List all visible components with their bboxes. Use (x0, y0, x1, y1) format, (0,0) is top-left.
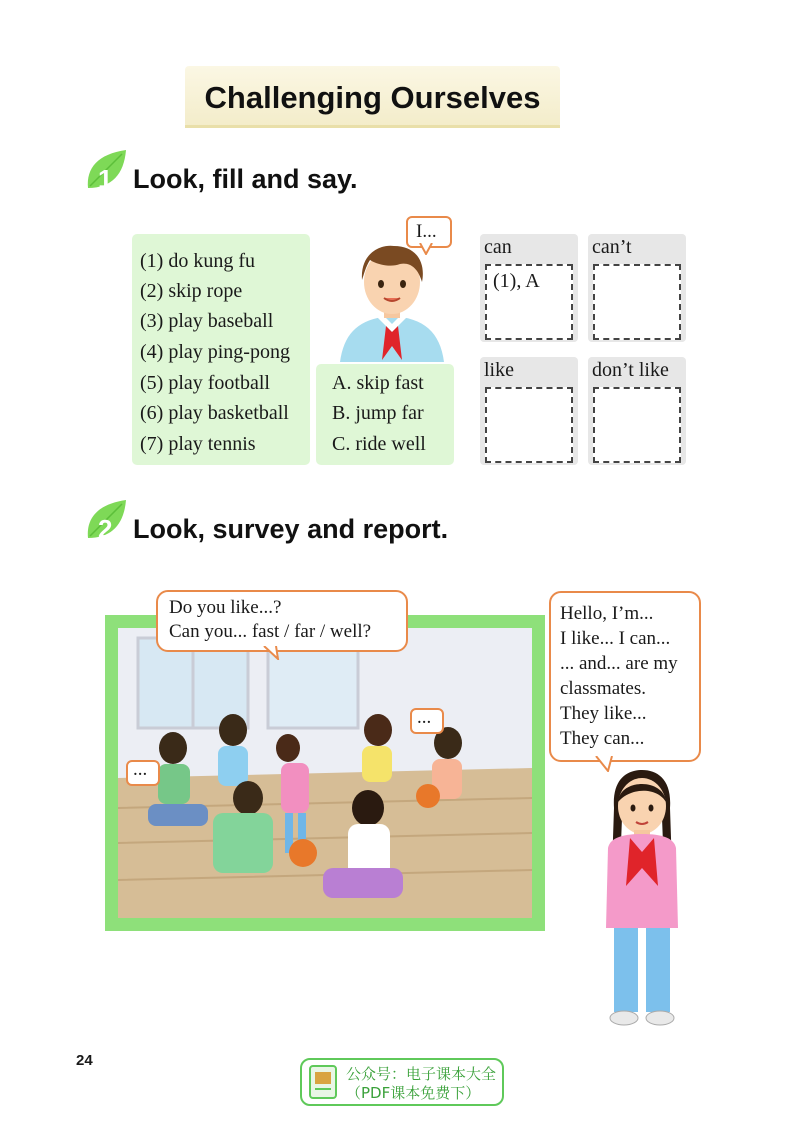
classroom-picture (118, 628, 532, 918)
activity-item: (6) play basketball (140, 402, 289, 424)
activity-item: (5) play football (140, 372, 270, 394)
section-2-number: 2 (98, 514, 113, 544)
small-bubble-right (410, 708, 444, 734)
can-box (480, 234, 578, 342)
section-1-heading: Look, fill and say. (133, 164, 358, 194)
like-box (480, 357, 578, 465)
footer-line-1: 公众号：电子课本大全 (346, 1065, 497, 1083)
report-line: I like... I can... (560, 628, 671, 649)
small-bubble-right-text: ... (417, 707, 432, 728)
activity-item: (7) play tennis (140, 433, 256, 455)
cant-label: can’t (592, 236, 632, 258)
like-label: like (484, 359, 514, 381)
report-line: They can... (560, 728, 645, 749)
activity-item: (1) do kung fu (140, 250, 255, 272)
boy-speech-text: I... (416, 221, 437, 242)
ability-item: C. ride well (332, 433, 426, 455)
section-2-heading: Look, survey and report. (133, 514, 449, 544)
page-number: 24 (76, 1052, 93, 1069)
activity-item: (2) skip rope (140, 280, 243, 302)
cant-answer-field[interactable] (593, 264, 681, 340)
bubble-tail-icon (262, 646, 284, 660)
report-line: They like... (560, 703, 647, 724)
report-bubble (549, 591, 701, 762)
can-answer-text: (1), A (493, 270, 540, 292)
can-label: can (484, 236, 512, 258)
small-bubble-left (126, 760, 160, 786)
girl-illustration (592, 768, 692, 1030)
question-bubble (156, 590, 408, 652)
bubble-tail-icon (418, 243, 434, 255)
dont-like-label: don’t like (592, 359, 669, 381)
report-line: classmates. (560, 678, 647, 699)
like-answer-field[interactable] (485, 387, 573, 463)
classroom-illustration (118, 628, 532, 918)
book-icon (308, 1064, 338, 1100)
activity-item: (3) play baseball (140, 310, 274, 332)
page-title: Challenging Ourselves (204, 80, 541, 115)
boy-illustration (330, 242, 454, 362)
abilities-box (316, 364, 454, 465)
small-bubble-left-text: ... (133, 759, 148, 780)
report-line: ... and... are my (560, 653, 678, 674)
question-line-2: Can you... fast / far / well? (169, 621, 372, 642)
cant-box (588, 234, 686, 342)
section-1-number: 1 (98, 164, 113, 194)
dont-like-answer-field[interactable] (593, 387, 681, 463)
ability-item: A. skip fast (332, 372, 424, 394)
activity-item: (4) play ping-pong (140, 341, 290, 363)
ability-item: B. jump far (332, 402, 424, 424)
activity-list-box (132, 234, 310, 465)
footer-line-2: （PDF课本免费下） (346, 1084, 481, 1102)
report-line: Hello, I’m... (560, 603, 654, 624)
footer-watermark (300, 1058, 504, 1106)
can-answer-field[interactable] (485, 264, 573, 340)
dont-like-box (588, 357, 686, 465)
question-line-1: Do you like...? (169, 597, 282, 618)
